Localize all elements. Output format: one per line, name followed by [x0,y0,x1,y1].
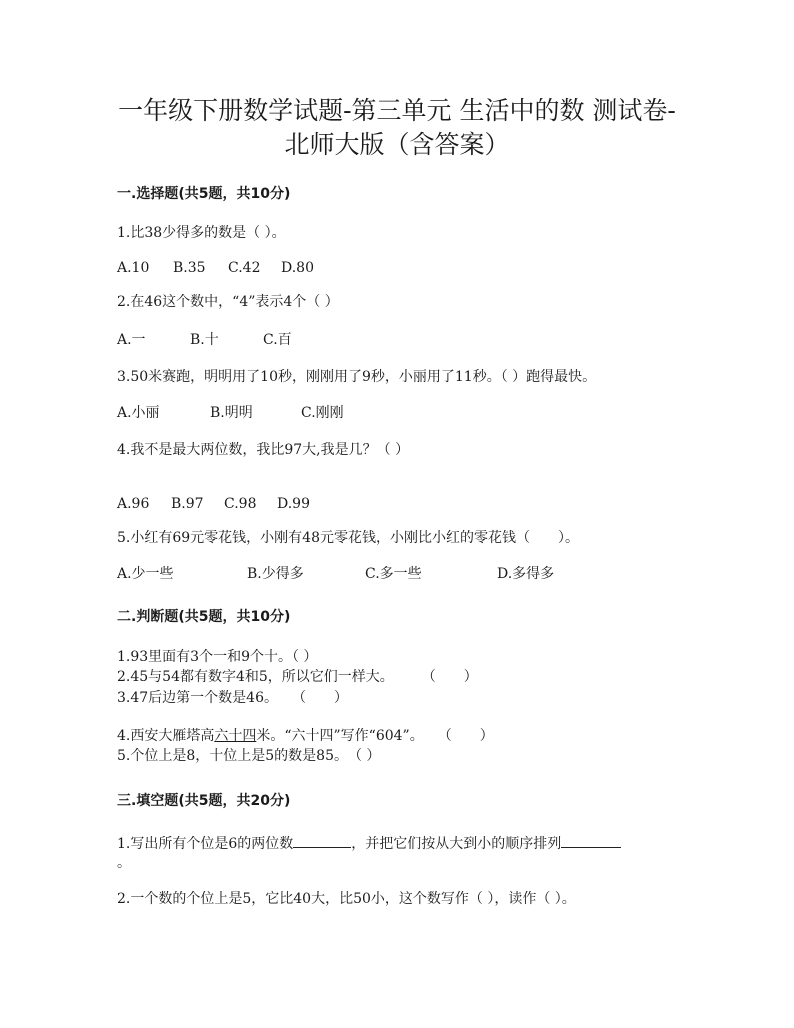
option-b: B.97 [171,496,204,512]
section-heading-choice: 一.选择题(共5题，共10分) [117,186,291,202]
option-a: A.一 [117,332,146,348]
option-b: B.35 [173,260,206,276]
choice-question-5: 5.小红有69元零花钱，小刚有48元零花钱，小刚比小红的零花钱（ ）。 [117,530,579,546]
option-b: B.明明 [210,405,253,421]
option-c: C.42 [228,260,261,276]
judgment-question-3: 3.47后边第一个数是46。 （ ） [117,690,348,706]
answer-blank[interactable] [561,833,621,848]
option-d: D.80 [281,260,314,276]
option-a: A.96 [117,496,150,512]
judgment-question-2: 2.45与54都有数字4和5，所以它们一样大。 （ ） [117,669,478,685]
option-c: C.百 [263,332,292,348]
answer-blank[interactable] [293,833,351,848]
judgment-question-4-prefix: 4.西安大雁塔高 [117,728,215,744]
option-c: C.98 [224,496,257,512]
judgment-question-4 [117,727,494,745]
option-c: C.多一些 [365,566,422,582]
judgment-question-4-underlined: 六十四 [214,728,257,744]
choice-question-3: 3.50米赛跑，明明用了10秒，刚刚用了9秒，小丽用了11秒。（ ）跑得最快。 [117,369,597,385]
fill-question-2: 2.一个数的个位上是5，它比40大，比50小，这个数写作（ ），读作（ ）。 [117,891,576,907]
option-d: D.多得多 [497,566,555,582]
page-title-line1: 一年级下册数学试题-第三单元 生活中的数 测试卷- [118,96,676,125]
option-b: B.少得多 [247,566,304,582]
option-a: A.10 [117,260,150,276]
fill-question-1 [117,833,621,853]
fill-question-1-middle: ，并把它们按从大到小的顺序排列 [351,836,562,852]
choice-question-4: 4.我不是最大两位数，我比97大,我是几？（ ） [117,442,410,458]
option-d: D.99 [277,496,310,512]
fill-question-1-prefix: 1.写出所有个位是6的两位数 [117,836,294,852]
section-heading-fill: 三.填空题(共5题，共20分) [117,793,291,809]
option-a: A.少一些 [117,566,174,582]
option-c: C.刚刚 [301,405,344,421]
choice-question-2: 2.在46这个数中，“4”表示4个（ ） [117,294,339,310]
judgment-question-5: 5.个位上是8，十位上是5的数是85。 （ ） [117,748,381,764]
option-a: A.小丽 [117,405,160,421]
section-heading-judgment: 二.判断题(共5题，共10分) [117,609,291,625]
page-title-line2: 北师大版（含答案） [284,130,510,159]
judgment-question-4-suffix: 米。“六十四”写作“604”。 （ ） [256,728,494,744]
option-b: B.十 [190,332,219,348]
choice-question-1: 1.比38少得多的数是（ ）。 [117,225,286,241]
fill-question-1-end: 。 [117,855,131,871]
judgment-question-1: 1.93里面有3个一和9个十。（ ） [117,649,318,665]
